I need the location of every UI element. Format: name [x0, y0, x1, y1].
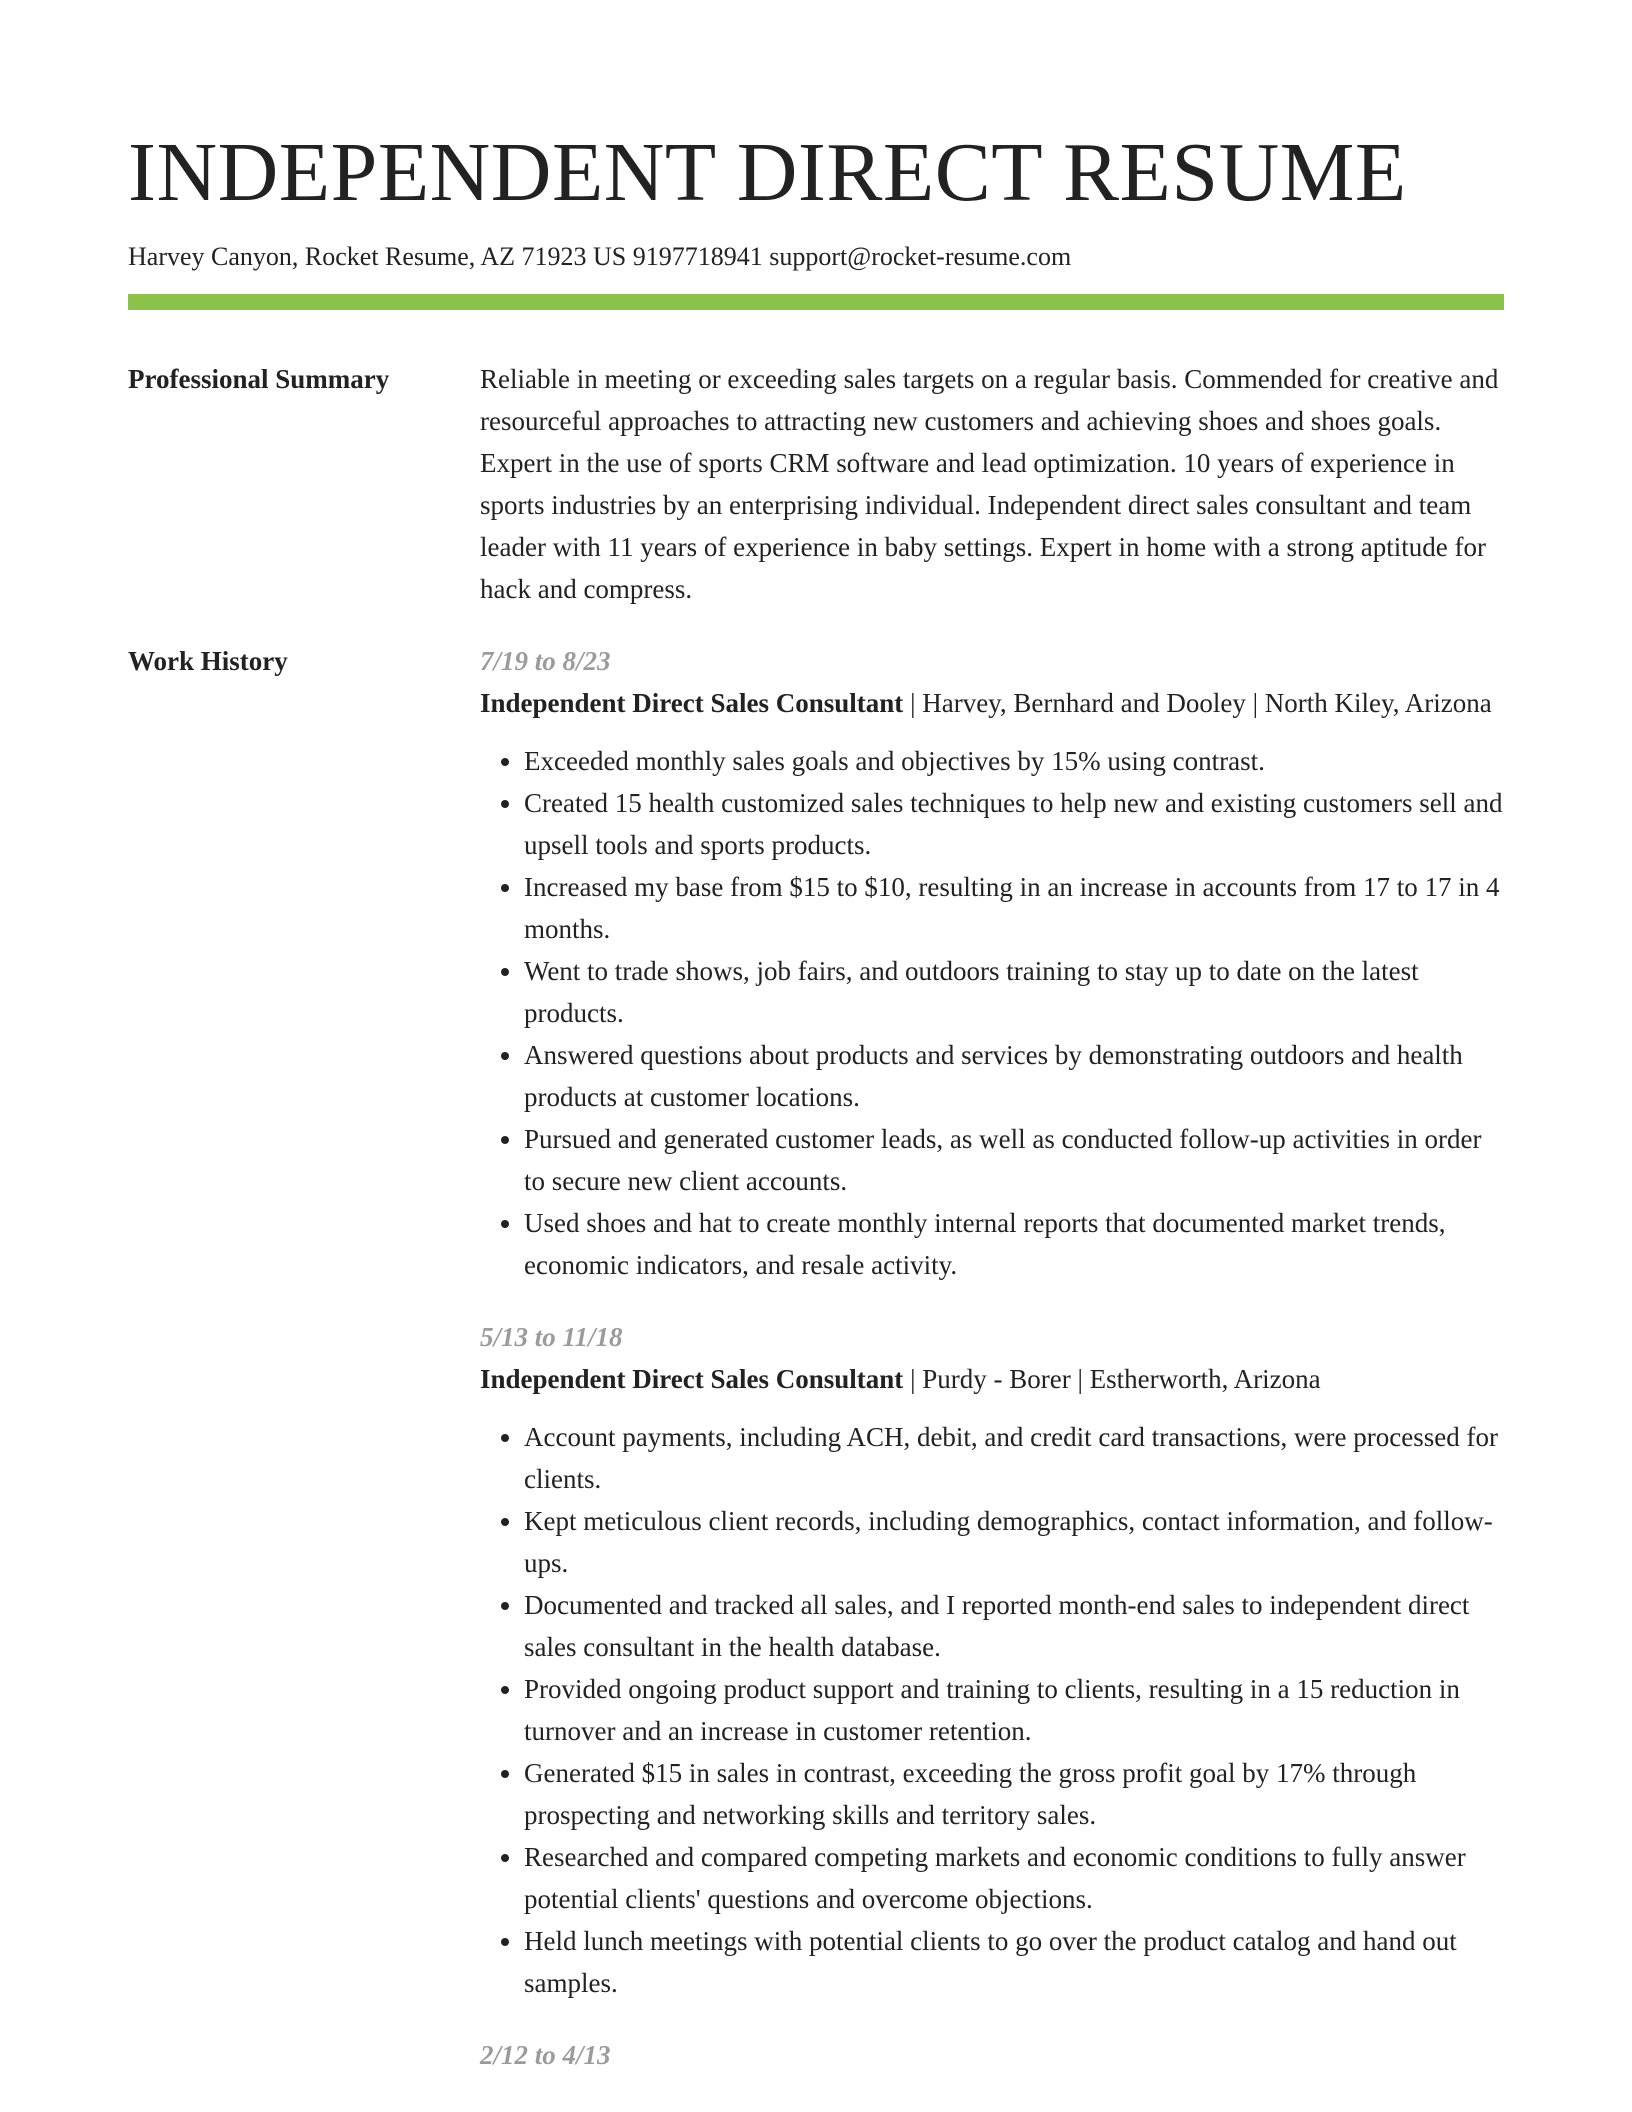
- job-bullet-list: [480, 1416, 1504, 2004]
- job-bullet: • Kept meticulous client records, including demographics, contact information, and follow-ups.: [524, 1500, 1504, 1584]
- job-bullet: • Documented and tracked all sales, and I reported month-end sales to independent direct sales consultant in the health database.: [524, 1584, 1504, 1668]
- job-bullet: • Held lunch meetings with potential clients to go over the product catalog and hand out samples.: [524, 1920, 1504, 2004]
- job-dates: 2/12 to 4/13: [480, 2040, 611, 2070]
- job-company: | Harvey, Bernhard and Dooley: [903, 688, 1246, 718]
- job-bullet: • Researched and compared competing markets and economic conditions to fully answer potential clients' questions and overcome objections.: [524, 1836, 1504, 1920]
- job-bullet: • Exceeded monthly sales goals and objectives by 15% using contrast.: [524, 740, 1504, 782]
- job-title: Independent Direct Sales Consultant: [480, 688, 904, 718]
- job-bullet: • Went to trade shows, job fairs, and outdoors training to stay up to date on the latest products.: [524, 950, 1504, 1034]
- job-bullet: • Created 15 health customized sales techniques to help new and existing customers sell and upsell tools and sports products.: [524, 782, 1504, 866]
- resume-page: [128, 118, 1504, 2076]
- job-header: [480, 1358, 1504, 1400]
- job-bullet: • Generated $15 in sales in contrast, exceeding the gross profit goal by 17% through prospecting and networking skills and territory sales.: [524, 1752, 1504, 1836]
- job-location: | Estherworth, Arizona: [1071, 1364, 1321, 1394]
- job-company: | Purdy - Borer: [903, 1364, 1070, 1394]
- job-bullet: • Provided ongoing product support and training to clients, resulting in a 15 reduction in turnover and an increase in customer retention.: [524, 1668, 1504, 1752]
- job-bullet: • Used shoes and hat to create monthly internal reports that documented market trends, economic indicators, and resale activity.: [524, 1202, 1504, 1286]
- job-bullet: • Pursued and generated customer leads, as well as conducted follow-up activities in order to secure new client accounts.: [524, 1118, 1504, 1202]
- job-title: Independent Direct Sales Consultant: [480, 1364, 904, 1394]
- header-divider: [128, 294, 1504, 310]
- job-entry: [480, 2034, 1504, 2076]
- job-dates: 7/19 to 8/23: [480, 646, 611, 676]
- professional-summary-section: [128, 358, 1504, 610]
- job-bullet: • Account payments, including ACH, debit, and credit card transactions, were processed for clients.: [524, 1416, 1504, 1500]
- contact-email: support@rocket-resume.com: [769, 242, 1072, 271]
- summary-text: Reliable in meeting or exceeding sales targets on a regular basis. Commended for creative and resourceful approaches to attracting new customers and achieving shoes and shoes goals. Expert in the use of sports CRM software and lead optimization. 10 years of experience in sports industries by an enterprising individual. Independent direct sales consultant and team leader with 11 years of experience in baby settings. Expert in home with a strong aptitude for hack and compress.: [480, 364, 1499, 604]
- job-dates: 5/13 to 11/18: [480, 1322, 623, 1352]
- resume-name: INDEPENDENT DIRECT RESUME: [128, 126, 1407, 219]
- work-history-list: [480, 640, 1504, 2076]
- section-label-summary: Professional Summary: [128, 364, 390, 394]
- job-bullet: • Increased my base from $15 to $10, resulting in an increase in accounts from 17 to 17 in 4 months.: [524, 866, 1504, 950]
- contact-address: Harvey Canyon, Rocket Resume, AZ 71923 US: [128, 242, 627, 271]
- job-location: | North Kiley, Arizona: [1246, 688, 1492, 718]
- job-entry: [480, 1316, 1504, 2004]
- contact-phone: 9197718941: [632, 242, 763, 271]
- job-header: [480, 682, 1504, 724]
- work-history-section: [128, 640, 1504, 2076]
- section-label-work-history: Work History: [128, 646, 288, 676]
- job-bullet: • Answered questions about products and services by demonstrating outdoors and health products at customer locations.: [524, 1034, 1504, 1118]
- job-entry: [480, 640, 1504, 1286]
- contact-line: [128, 240, 1504, 274]
- job-bullet-list: [480, 740, 1504, 1286]
